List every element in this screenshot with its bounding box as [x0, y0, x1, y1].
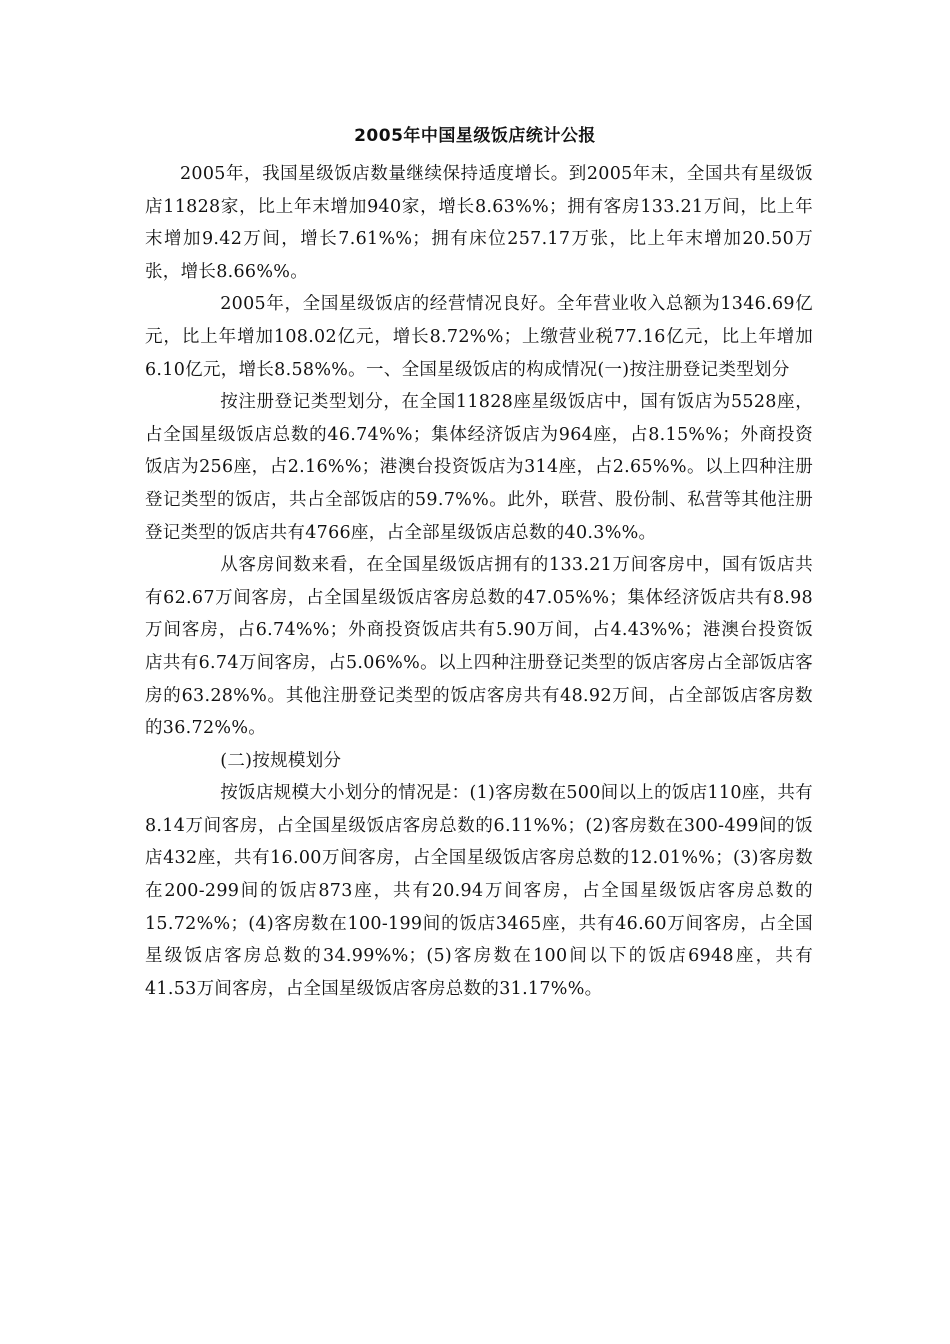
paragraph-overview: 2005年，我国星级饭店数量继续保持适度增长。到2005年末，全国共有星级饭店11828家，比上年末增加940家，增长8.63%%；拥有客房133.21万间，比上年末增加9.42万间，增长7.61%%；拥有床位257.17万张，比上年末增加20.50万张，增长8.66%%。	[145, 164, 813, 282]
paragraph-operations: 2005年，全国星级饭店的经营情况良好。全年营业收入总额为1346.69亿元，比上年增加108.02亿元，增长8.72%%；上缴营业税77.16亿元，比上年增加6.10亿元，增长8.58%%。一、全国星级饭店的构成情况(一)按注册登记类型划分	[145, 294, 813, 380]
document-body	[145, 158, 813, 1005]
paragraph-registration-type: 按注册登记类型划分，在全国11828座星级饭店中，国有饭店为5528座，占全国星级饭店总数的46.74%%；集体经济饭店为964座，占8.15%%；外商投资饭店为256座，占2.16%%；港澳台投资饭店为314座，占2.65%%。以上四种注册登记类型的饭店，共占全部饭店的59.7%%。此外，联营、股份制、私营等其他注册登记类型的饭店共有4766座，占全部星级饭店总数的40.3%%。	[145, 392, 813, 543]
paragraph-scale: 按饭店规模大小划分的情况是：(1)客房数在500间以上的饭店110座，共有8.14万间客房，占全国星级饭店客房总数的6.11%%；(2)客房数在300-499间的饭店432座，共有16.00万间客房，占全国星级饭店客房总数的12.01%%；(3)客房数在200-299间的饭店873座，共有20.94万间客房，占全国星级饭店客房总数的15.72%%；(4)客房数在100-199间的饭店3465座，共有46.60万间客房，占全国星级饭店客房总数的34.99%%；(5)客房数在100间以下的饭店6948座，共有41.53万间客房，占全国星级饭店客房总数的31.17%%。	[145, 783, 813, 999]
paragraph-rooms: 从客房间数来看，在全国星级饭店拥有的133.21万间客房中，国有饭店共有62.67万间客房，占全国星级饭店客房总数的47.05%%；集体经济饭店共有8.98万间客房，占6.74%%；外商投资饭店共有5.90万间，占4.43%%；港澳台投资饭店共有6.74万间客房，占5.06%%。以上四种注册登记类型的饭店客房占全部饭店客房的63.28%%。其他注册登记类型的饭店客房共有48.92万间，占全部饭店客房数的36.72%%。	[145, 555, 813, 739]
section-heading-scale: (二)按规模划分	[220, 750, 342, 771]
document-title: 2005年中国星级饭店统计公报	[354, 126, 596, 146]
